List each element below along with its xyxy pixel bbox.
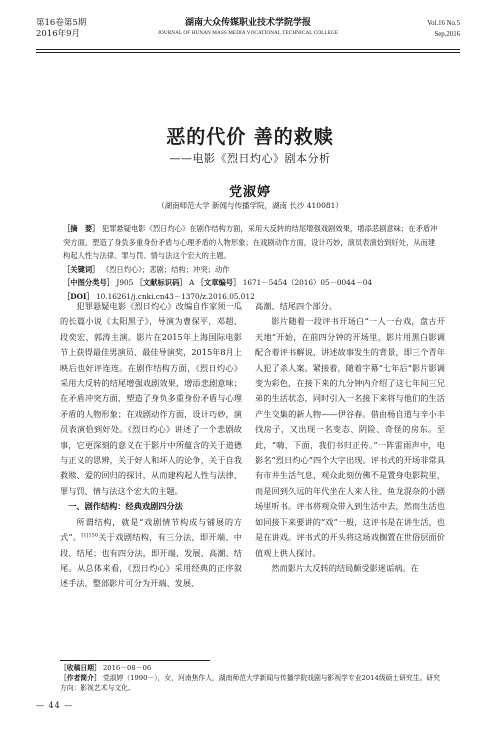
received-date	[60, 663, 442, 673]
running-header	[36, 18, 460, 48]
paragraph-text: 所谓结构，就是“戏剧情节构成与铺展的方式”。	[60, 516, 242, 543]
paragraph-text: 关于戏剧结构，有三分法，即开端、中段、结尾；也有四分法，即开端、发展、高潮、结尾。从总体来看，《烈日灼心》采用经典的正序叙述手法，整部影片可分为开端、发展、	[60, 532, 242, 589]
body-column-right	[255, 299, 445, 576]
class-text: J905	[116, 278, 134, 287]
body-paragraph: 然而影片大反转的结局颇受影迷诟病。在	[271, 562, 419, 573]
header-rule-thick	[36, 49, 460, 50]
doccode-text: A	[189, 278, 195, 287]
body-paragraph	[60, 515, 242, 592]
keywords-label: ［关键词］	[63, 264, 100, 274]
volume-issue-en: Vol.16 No.5	[427, 20, 460, 27]
article-title: 恶的代价 善的救赎	[166, 126, 334, 148]
article-subtitle: ——电影《烈日灼心》剧本分析	[169, 152, 331, 165]
citation-superscript: [1]150	[81, 532, 99, 539]
doi-label: ［DOI］	[63, 291, 94, 301]
body-paragraph: 犯罪悬疑电影《烈日灼心》改编自作家须一瓜的长篇小说《太阳黑子》，导演为曹保平，邓超、段奕宏、郭涛主演。影片在2015年上海国际电影节上获得最佳男演员、最佳导演奖，2015年8月上映后也好评连连。在剧作结构方面，《烈日灼心》采用大反转的结尾增强戏剧效果，增添悲剧意味；在矛盾冲突方面，塑造了身负多重身份矛盾与心理矛盾的人物形象；在戏剧动作方面，设计巧妙，演员表演恰到好处。《烈日灼心》讲述了一个悲剧故事，它更深刻的意义在于影片中所蕴含的关于道德与正义的思辨，关于好人和坏人的论争，关于自我救赎、爱的回归的探讨，从而建构起人性与法律、罪与罚、情与法这个宏大的主题。	[60, 301, 242, 496]
body-column-left	[60, 299, 242, 592]
classification-row	[63, 276, 440, 290]
issue-date: 2016年9月	[36, 29, 81, 39]
footnote	[60, 663, 442, 693]
author-name: 党淑婷	[228, 185, 271, 200]
received-label: ［收稿日期］	[60, 664, 101, 672]
issue-date-en: Sep.2016	[434, 31, 460, 38]
section-heading: 一、剧作结构：经典戏剧四分法	[68, 501, 183, 512]
doccode-label: ［文献标识码］	[135, 278, 187, 287]
class-label: ［中图分类号］	[63, 278, 115, 287]
keywords-text: 《烈日灼心》；悲剧；结构；冲突；动作	[101, 264, 230, 274]
body-paragraph: 影片随着一段评书开场白“一人一台戏，盘古开天地”开始，在前四分钟的开场里，影片用黑白影调配合着评书解说，讲述故事发生的背景，即三个青年人犯了杀人案。紧接着，随着字幕“七年后”影片影调变为彩色，在接下来的九分钟内介绍了这七年间三兄弟的生活状态，同时引入一名接下来将与他们的生活产生交集的新人物——伊谷春。借由杨自道与辛小丰找房子，又出现一名变态、阴险、奇怪的房东。至此，“嗨，下面，我们书归正传。”一阵雷雨声中，电影名“烈日灼心”四个大字出现。评书式的开场非常具有市井生活气息，观众此刻仿佛不是置身电影院里，而是回到久远的年代坐在人来人往、鱼龙混杂的小剧场里听书。评书将观众带入到生活中去，然而生活也如同接下来要讲的“戏”一般，这评书是在讲生活，也是在讲戏。评书式的开头将这场戏搁置在世俗层面价值观上供人探讨。	[255, 316, 445, 558]
issue-info-en	[427, 18, 460, 40]
article-metadata	[63, 222, 440, 303]
journal-name	[136, 18, 360, 38]
abstract-text: 犯罪悬疑电影《烈日灼心》在剧作结构方面，采用大反转的结尾增强戏剧效果，增添悲剧意味；在矛盾冲突方面，塑造了身负多重身份矛盾与心理矛盾的人物形象；在戏剧动作方面，设计巧妙，演员表演恰到好处，从而建构起人性与法律、罪与罚、情与法这个宏大的主题。	[63, 224, 438, 260]
author-bio-label: ［作者简介］	[60, 674, 101, 682]
journal-name-en: JOURNAL OF HUNAN MASS MEDIA VOCATIONAL TECHNICAL COLLEGE	[157, 30, 339, 36]
received-text: 2016－08－06	[102, 664, 152, 672]
abstract	[63, 222, 440, 263]
author-bio-text: 党淑婷（1990－），女，河南焦作人，湖南师范大学新闻与传播学院戏剧与影视学专业2014级硕士研究生。研究方向：影视艺术与文化。	[60, 674, 441, 692]
article-number-label: ［文章编号］	[196, 278, 241, 287]
doi-text: 10.16261/j.cnki.cn43－1370/z.2016.05.012	[96, 291, 255, 301]
body-paragraph: 高潮、结尾四个部分。	[255, 301, 337, 311]
author-bio	[60, 673, 442, 693]
footnote-rule	[60, 660, 210, 661]
volume-issue: 第16卷第5期	[36, 18, 87, 28]
journal-name-cn: 湖南大众传媒职业技术学院学报	[184, 18, 311, 28]
author-affiliation: （湖南师范大学 新闻与传播学院，湖南 长沙 410081）	[157, 201, 343, 210]
issue-info	[36, 18, 86, 40]
header-rule-thin	[36, 52, 460, 53]
keywords	[63, 263, 440, 277]
article-number-text: 1671－5454（2016）05－0044－04	[242, 278, 373, 287]
page-number: — 44 —	[36, 701, 74, 710]
abstract-label: ［摘 要］	[63, 224, 100, 233]
